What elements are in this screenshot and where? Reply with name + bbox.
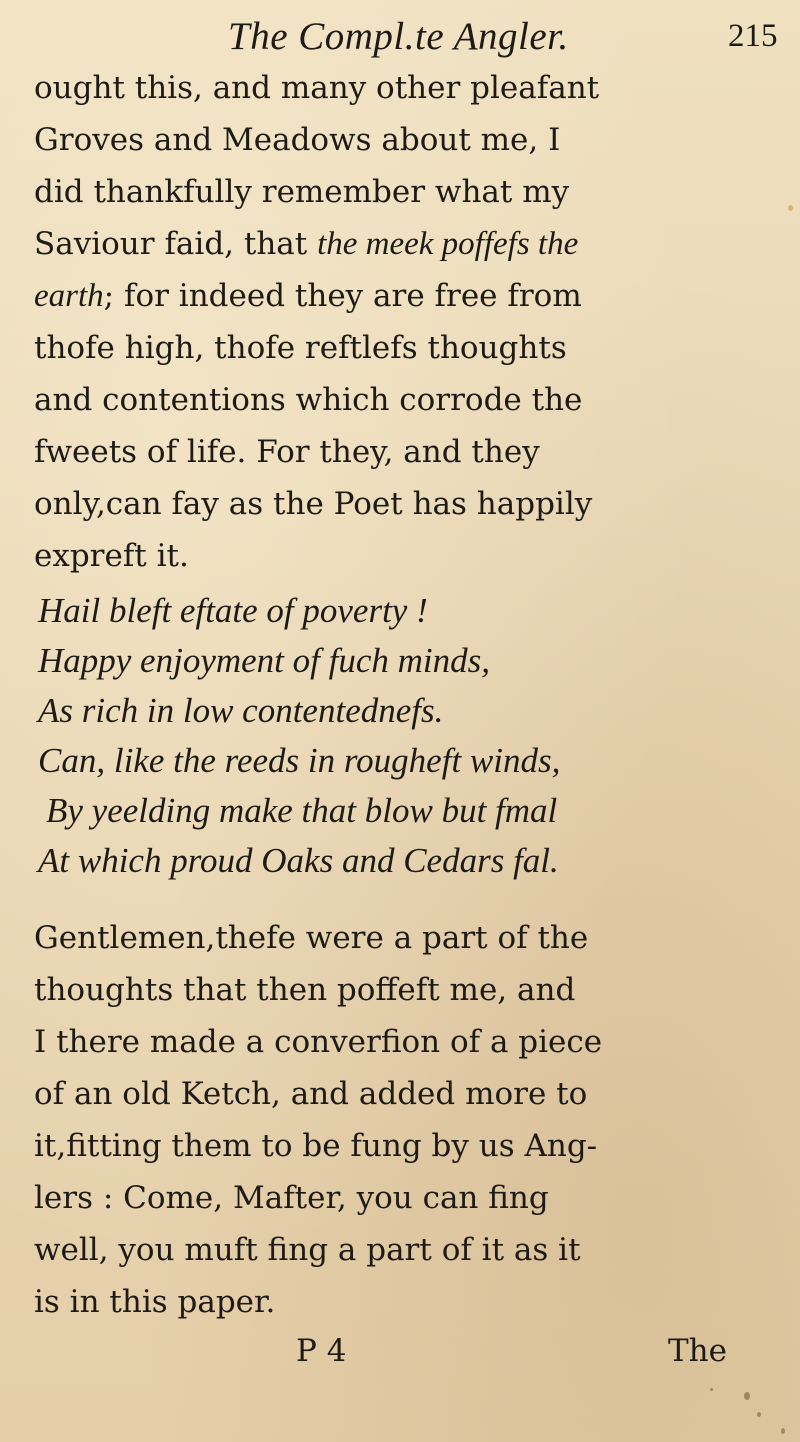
text-line: thofe high, thofe reftlefs thoughts (34, 330, 567, 366)
text-run: ; for indeed they are free from (103, 278, 582, 314)
paper-speck (710, 1388, 713, 1391)
text-line: I there made a converfion of a piece (34, 1024, 603, 1060)
paper-speck (744, 1392, 750, 1400)
text-line: lers : Come, Mafter, you can fing (34, 1180, 549, 1216)
text-line: did thankfully remember what my (34, 174, 570, 210)
running-head: The Compl.te Angler. (228, 15, 569, 58)
verse-line: By yeelding make that blow but fmal (46, 791, 558, 830)
verse-line: Happy enjoyment of fuch minds, (38, 641, 490, 680)
text-line: Groves and Meadows about me, I (34, 122, 561, 158)
page-number: 215 (728, 18, 778, 54)
text-line: well, you muft fing a part of it as it (34, 1232, 581, 1268)
verse-line: At which proud Oaks and Cedars fal. (38, 841, 559, 880)
text-line: of an old Ketch, and added more to (34, 1076, 588, 1112)
signature-mark: P 4 (296, 1333, 347, 1369)
italic-quotation: the meek poffefs the (317, 226, 579, 262)
paragraph-2 (34, 912, 774, 1328)
verse-line: Hail bleft eftate of poverty ! (38, 591, 428, 630)
paper-speck (757, 1412, 761, 1417)
paragraph-1 (34, 62, 774, 582)
text-line: only,can fay as the Poet has happily (34, 486, 593, 522)
text-line: ought this, and many other pleafant (34, 70, 600, 106)
text-line: fweets of life. For they, and they (34, 434, 540, 470)
text-line: expreft it. (34, 538, 189, 574)
paper-speck (788, 205, 793, 211)
text-line: it,fitting them to be fung by us Ang- (34, 1128, 598, 1164)
verse-line: Can, like the reeds in rougheft winds, (38, 741, 561, 780)
text-run: Saviour faid, that (34, 226, 318, 262)
verse-line: As rich in low contentednefs. (38, 691, 444, 730)
text-line: Gentlemen,thefe were a part of the (34, 920, 589, 956)
italic-quotation: earth (34, 278, 104, 314)
text-line: and contentions which corrode the (34, 382, 583, 418)
text-line: thoughts that then poffeft me, and (34, 972, 576, 1008)
text-line (34, 218, 774, 270)
verse-quotation (38, 586, 778, 886)
page-footer (0, 1325, 800, 1377)
text-line (34, 270, 774, 322)
text-line: is in this paper. (34, 1284, 276, 1320)
paper-speck (781, 1428, 785, 1434)
catchword: The (668, 1333, 727, 1369)
